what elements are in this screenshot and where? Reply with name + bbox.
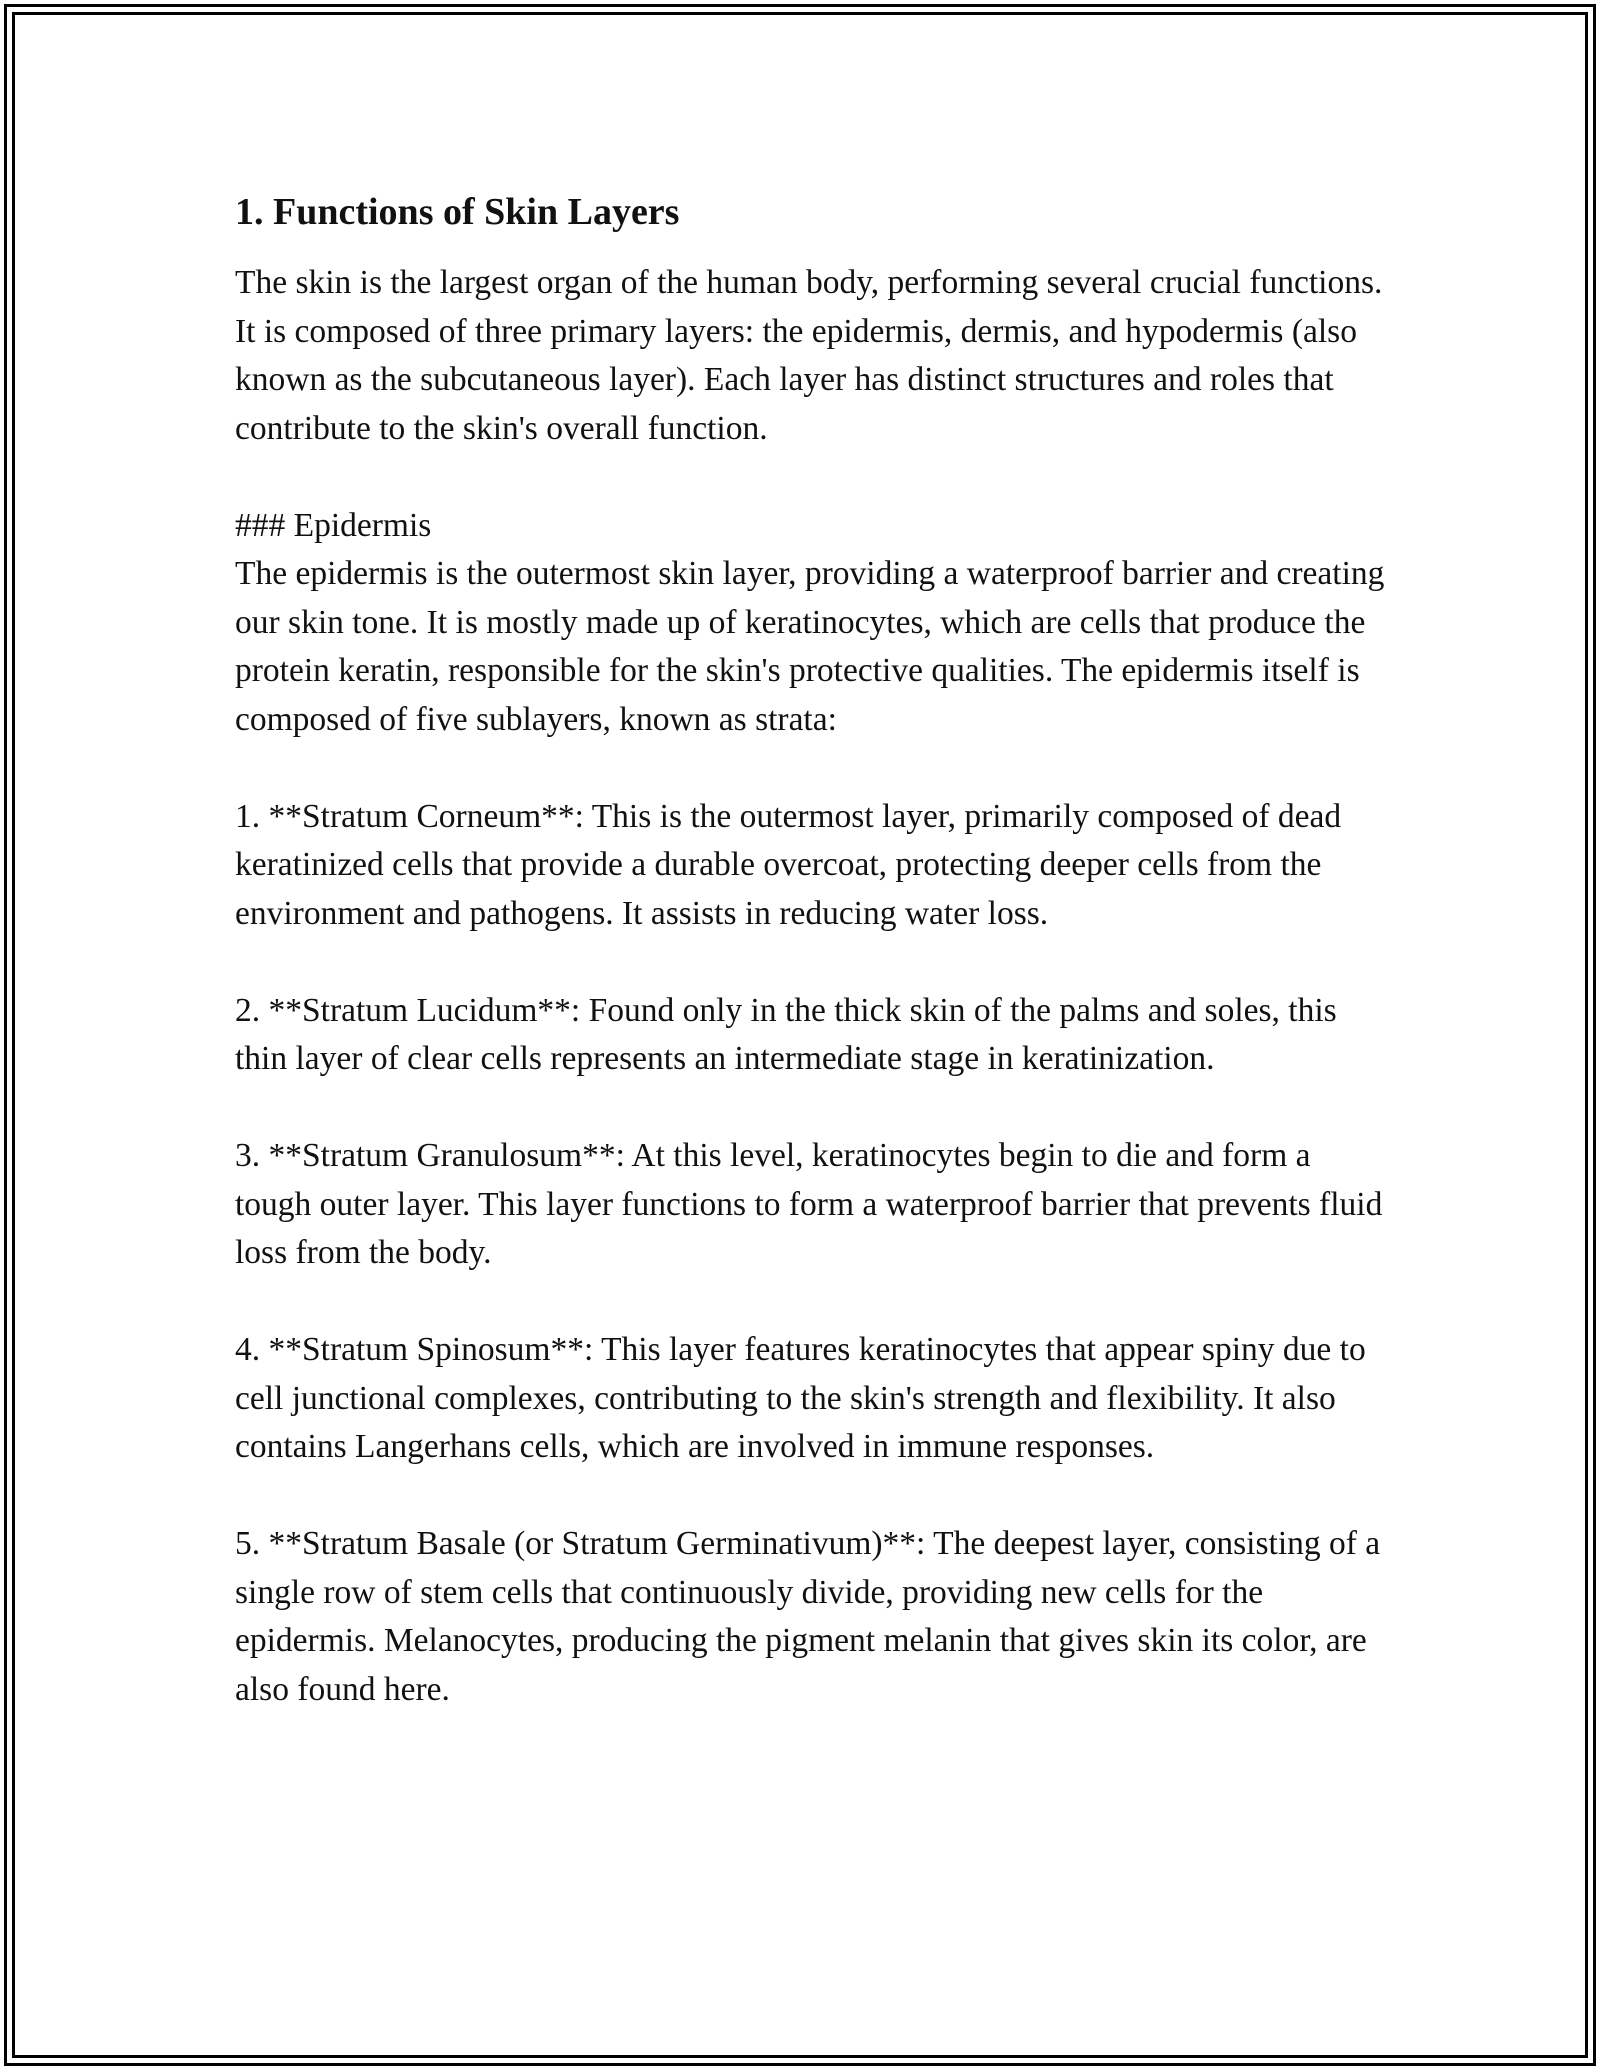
stratum-lucidum-paragraph: 2. **Stratum Lucidum**: Found only in the thick skin of the palms and soles, this thin layer of clear cells represents an intermediate stage in keratinization. bbox=[235, 991, 1337, 1077]
stratum-granulosum-paragraph: 3. **Stratum Granulosum**: At this level, keratinocytes begin to die and form a tough outer layer. This layer functions to form a waterproof barrier that prevents fluid loss from the body. bbox=[235, 1137, 1383, 1271]
epidermis-heading: ### Epidermis bbox=[235, 506, 432, 544]
epidermis-intro-paragraph: The epidermis is the outermost skin layer, providing a waterproof barrier and creating our skin tone. It is mostly made up of keratinocytes, which are cells that produce the protein keratin, responsible for the skin's protective qualities. The epidermis itself is composed of five sublayers, known as strata: bbox=[235, 555, 1385, 738]
stratum-basale-paragraph: 5. **Stratum Basale (or Stratum Germinativum)**: The deepest layer, consisting of a single row of stem cells that continuously divide, providing new cells for the epidermis. Melanocytes, producing the pigment melanin that gives skin its color, are also found here. bbox=[235, 1525, 1381, 1708]
stratum-corneum-paragraph: 1. **Stratum Corneum**: This is the outermost layer, primarily composed of dead keratinized cells that provide a durable overcoat, protecting deeper cells from the environment and pathogens. It assists in reducing water loss. bbox=[235, 797, 1342, 932]
stratum-spinosum-paragraph: 4. **Stratum Spinosum**: This layer features keratinocytes that appear spiny due to cell junctional complexes, contributing to the skin's strength and flexibility. It also contains Langerhans cells, which are involved in immune responses. bbox=[235, 1331, 1366, 1465]
document-body bbox=[235, 185, 1385, 1763]
intro-paragraph: The skin is the largest organ of the human body, performing several crucial functions. It is composed of three primary layers: the epidermis, dermis, and hypodermis (also known as the subcutaneous layer). Each layer has distinct structures and roles that contribute to the skin's overall function. bbox=[235, 264, 1383, 447]
document-title: 1. Functions of Skin Layers bbox=[235, 191, 680, 233]
